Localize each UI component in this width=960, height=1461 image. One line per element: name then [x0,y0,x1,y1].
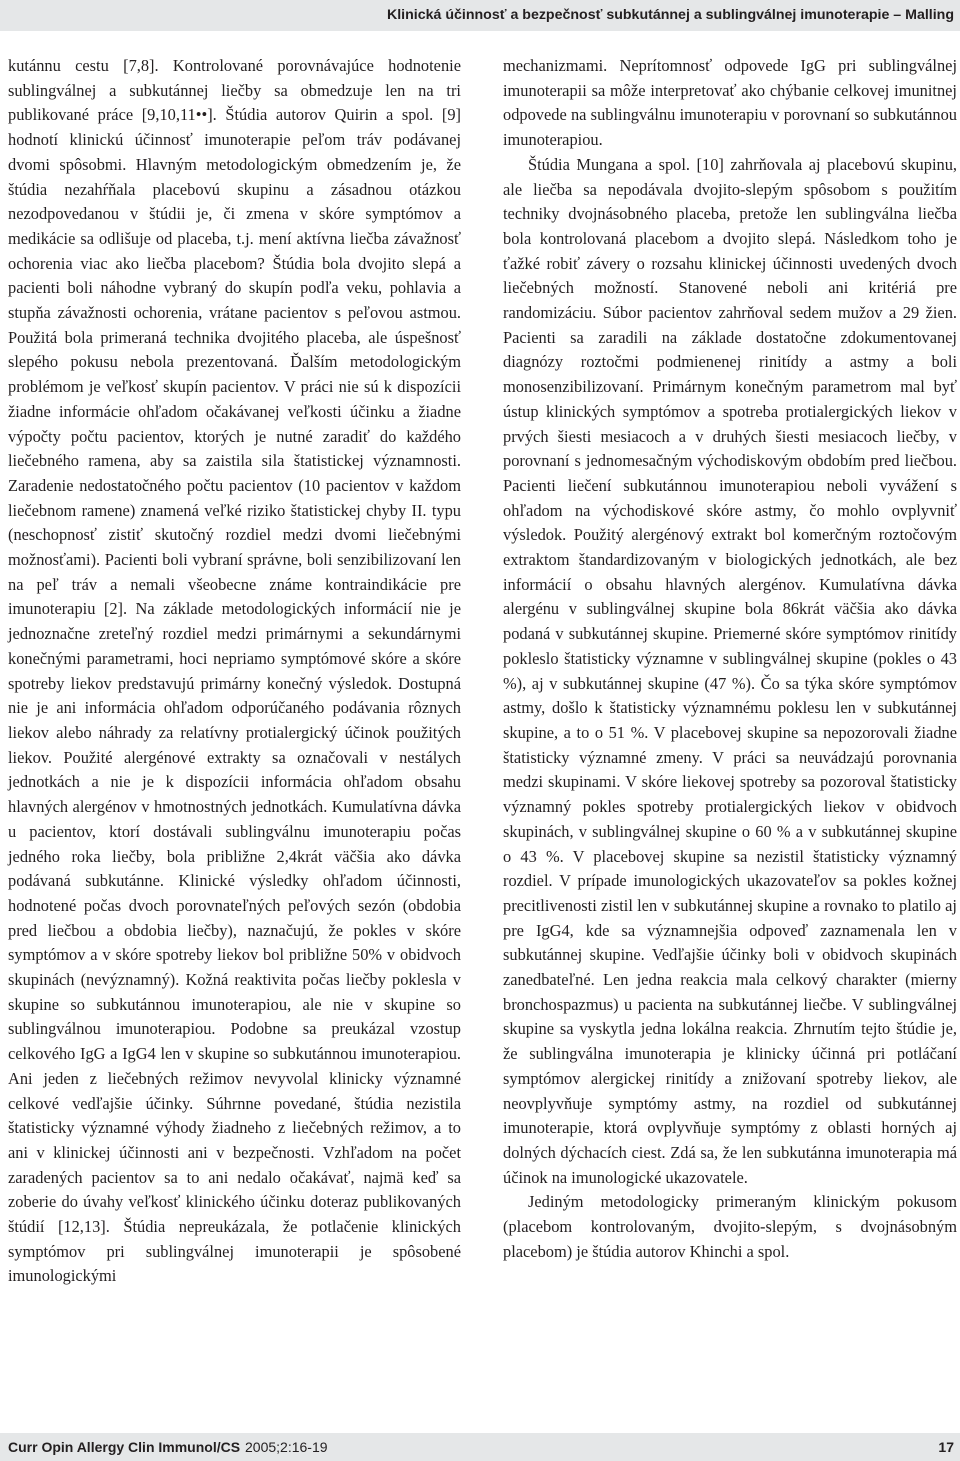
running-header [0,0,960,31]
page-footer [0,1433,960,1461]
journal-name: Curr Opin Allergy Clin Immunol/CS [8,1439,241,1455]
page-number: 17 [938,1439,954,1455]
body-paragraph: Jediným metodologicky primeraným klinickým pokusom (placebom kontrolovaným, dvojito-slepým, s dvojnásobným placebom) je štúdia autorov Khinchi a spol. [503,1192,957,1261]
body-paragraph: Štúdia Mungana a spol. [10] zahrňovala aj placebovú skupinu, ale liečba sa nepodávala dvojito-slepým spôsobom s použitím techniky dvojnásobného placeba, pretože len sublingválna liečba bola kontrolovaná placebom a dvojito slepá. Následkom toho je ťažké robiť závery o rozsahu klinickej účinnosti uvedených dvoch liečebných možností. Stanovené neboli ani kritériá pre randomizáciu. Súbor pacientov zahrňoval sedem mužov a 29 žien. Pacienti sa zaradili na základe dostatočne zdokumentovanej diagnózy roztočmi podmienenej rinitídy a astmy a boli monosenzibilizovaní. Primárnym konečným parametrom mal byť ústup klinických symptómov a spotreba protialergických liekov v prvých šiesti mesiacoch a v druhých šiesti mesiacoch liečby, v porovnaní s jednomesačným východiskovým obdobím pred liečbou. Pacienti liečení subkutánnou imunoterapiou neboli vyvážení s ohľadom na východiskové skóre astmy, čo mohlo ovplyvniť výsledok. Použitý alergénový extrakt bol komerčným roztočovým extraktom štandardizovaným v biologických jednotkách, ale bez informácií o obsahu hlavných alergénov. Kumulatívna dávka alergénu v sublingválnej skupine bola 86krát väčšia ako dávka podaná v subkutánnej skupine. Priemerné skóre symptómov rinitídy pokleslo štatisticky významne v sublingválnej skupine (pokles o 43 %), aj v subkutánnej skupine (47 %). Čo sa týka skóre symptómov astmy, došlo k štatisticky významnému poklesu len v subkutánnej skupine, a to o 51 %. V placebovej skupine sa nepozorovali žiadne štatisticky významné zmeny. V práci sa neuvádzajú porovnania medzi skupinami. V skóre liekovej spotreby sa pozoroval štatisticky významný pokles spotreby protialergických liekov v obidvoch skupinách, v sublingválnej skupine o 60 % a v subkutánnej skupine o 43 %. V placebovej skupine sa nezistil štatisticky významný rozdiel. V prípade imunologických ukazovateľov sa pokles kožnej precitlivenosti zistil len v subkutánnej skupine a rovnako to platilo aj pre IgG4, kde sa významnejšia odpoveď zaznamenala len v subkutánnej skupine. Vedľajšie účinky boli v obidvoch skupinách zanedbateľné. Len jedna reakcia mala celkový charakter (mierny bronchospazmus) u pacienta na subkutánnej liečbe. V sublingválnej skupine sa vyskytla jedna lokálna reakcia. Zhrnutím tejto štúdie je, že sublingválna imunoterapia je klinicky účinná pri potláčaní symptómov alergickej rinitídy a znižovaní spotreby liekov, ale neovplyvňuje symptómy astmy, na rozdiel od subkutánnej imunoterapie, ktorá ovplyvňuje symptómy z oblasti horných aj dolných dýchacích ciest. Zdá sa, že len subkutánna imunoterapia má účinok na imunologické ukazovatele. [503,154,957,1187]
citation: 2005;2:16-19 [245,1439,328,1455]
body-paragraph: mechanizmami. Neprítomnosť odpovede IgG pri sublingválnej imunoterapii sa môže interpretovať ako chýbanie celkovej imunitnej odpovede na sublingválnu imunoterapiu v porovnaní so subkutánnou imunoterapiou. [503,56,957,150]
right-column [503,54,957,1264]
left-column [8,54,461,1289]
running-title: Klinická účinnosť a bezpečnosť subkutánnej a sublingválnej imunoterapie – Malling [386,7,954,23]
body-paragraph: kutánnu cestu [7,8]. Kontrolované porovnávajúce hodnotenie sublingválnej a subkutánnej liečby sa obmedzuje len na tri publikované práce [9,10,11••]. Štúdia autorov Quirin a spol. [9] hodnotí klinickú účinnosť imunoterapie peľom tráv podávanej dvomi spôsobmi. Hlavným metodologickým obmedzením je, že štúdia nezahŕňala placebovú skupinu a zásadnou otázkou nezodpovedanou v štúdii je, či zmena v skóre symptómov a medikácie sa odlišuje od placeba, t.j. mení aktívna liečba závažnosť ochorenia viac ako liečba placebom? Štúdia bola dvojito slepá a pacienti boli náhodne vybraný do skupín podľa veku, pohlavia a stupňa závažnosti ochorenia, vrátane pacientov s peľovou astmou. Použitá bola primeraná technika dvojitého placeba, ale úspešnosť slepého pokusu nebola prezentovaná. Ďalším metodologickým problémom je veľkosť skupín pacientov. V práci nie sú k dispozícii žiadne informácie ohľadom očakávanej veľkosti účinku a žiadne výpočty počtu pacientov, ktorých je nutné zaradiť do každého liečebného ramena, aby sa zaistila sila štatistickej významnosti. Zaradenie nedostatočného počtu pacientov (10 pacientov v každom liečebnom ramene) znamená veľké riziko štatistickej chyby II. typu (neschopnosť zistiť skutočný rozdiel medzi dvomi liečebnými možnosťami). Pacienti boli vybraní správne, boli senzibilizovaní len na peľ tráv a nemali všeobecne známe kontraindikácie pre imunoterapiu [2]. Na základe metodologických informácií nie je jednoznačne zreteľný rozdiel medzi primárnymi a sekundárnymi konečnými parametrami, hoci nepriamo symptómové skóre a skóre spotreby liekov predstavujú primárny konečný výsledok. Dostupná nie je ani informácia ohľadom odporúčaného podávania rôznych liekov alebo náhrady za relatívny protialergický účinok použitých liekov. Použité alergénové extrakty sa označovali v nestálych jednotkách a nie je k dispozícii informácia ohľadom obsahu hlavných alergénov v hmotnostných jednotkách. Kumulatívna dávka u pacientov, ktorí dostávali sublingválnu imunoterapiu počas jedného roka liečby, bola približne 2,4krát väčšia ako dávka podávaná subkutánne. Klinické výsledky ohľadom účinnosti, hodnotené počas dvoch porovnateľných peľových sezón (obdobia pred liečbou a obdobia liečby), naznačujú, že pokles v skóre symptómov a v skóre spotreby liekov bol približne 50% v obidvoch skupinách (nevýznamný). Kožná reaktivita počas liečby poklesla v skupine so subkutánnou imunoterapiou, ale nie v skupine so sublingválnou imunoterapiou. Podobne sa preukázal vzostup celkového IgG a IgG4 len v skupine so subkutánnou imunoterapiou. Ani jeden z liečebných režimov nevyvolal klinicky významné celkové vedľajšie účinky. Súhrnne povedané, štúdia nezistila štatisticky významné výhody žiadneho z liečebných režimov, a to ani v klinickej účinnosti ani v bezpečnosti. Vzhľadom na počet zaradených pacientov sa to ani nedalo očakávať, najmä keď sa zoberie do úvahy veľkosť klinického účinku doteraz publikovaných štúdií [12,13]. Štúdia nepreukázala, že potlačenie klinických symptómov pri sublingválnej imunoterapii je spôsobené imunologickými [8,56,461,1286]
